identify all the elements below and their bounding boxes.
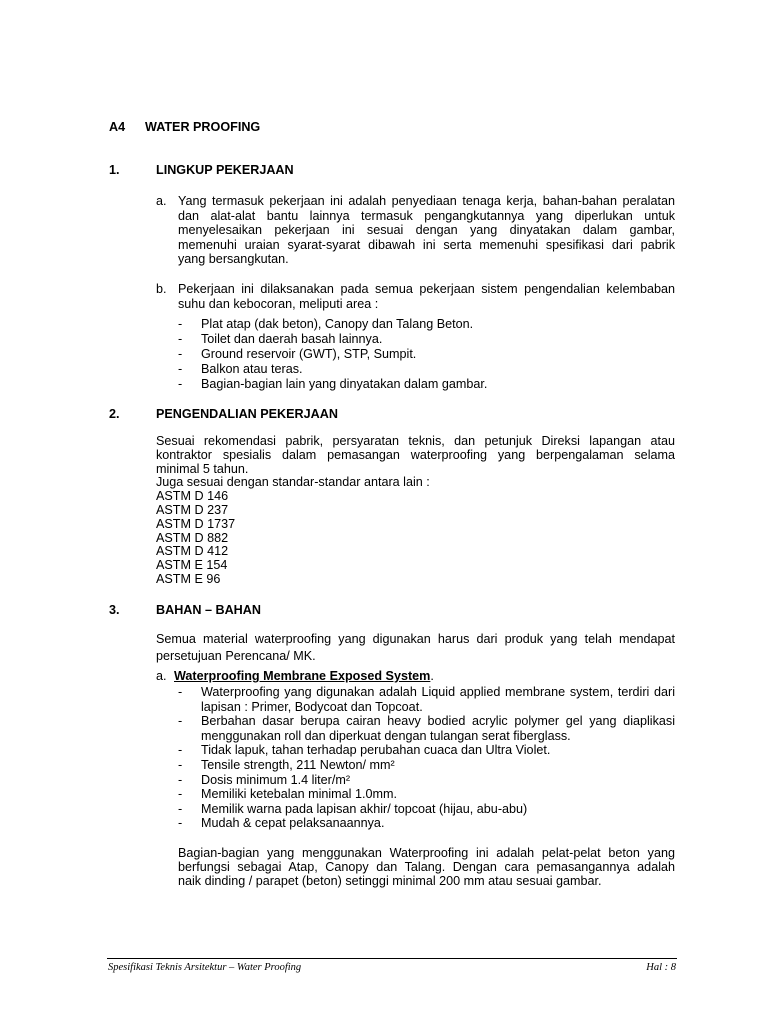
list-item [178, 714, 675, 743]
section-code: A4 [109, 120, 126, 134]
list-item-line: Tensile strength, 211 Newton/ mm² [201, 757, 395, 772]
list-item [178, 377, 675, 392]
s1-a-paragraph [178, 194, 675, 267]
s1-a-line: yang bersangkutan. [178, 252, 289, 267]
bullet-dash: - [178, 801, 183, 816]
list-item-line: Tidak lapuk, tahan terhadap perubahan cuaca dan Ultra Violet. [201, 743, 551, 758]
list-item-line: lapisan : Primer, Bodycoat dan Topcoat. [201, 699, 423, 714]
list-item [178, 317, 675, 332]
s1-b-line: suhu dan kebocoran, meliputi area : [178, 296, 379, 311]
s1-b-line: Pekerjaan ini dilaksanakan pada semua pekerjaan sistem pengendalian kelembaban [178, 282, 675, 296]
list-item-line: Memilik warna pada lapisan akhir/ topcoat (hijau, abu-abu) [201, 801, 528, 816]
list-item-line: Dosis minimum 1.4 liter/m² [201, 772, 351, 787]
list-item [178, 758, 675, 773]
bullet-dash: - [178, 362, 183, 376]
s3-intro [156, 631, 675, 665]
s3-closing-line: berfungsi sebagai Atap, Canopy dan Talang. Dengan cara pemasangannya adalah [178, 860, 675, 875]
s3-a-title: Waterproofing Membrane Exposed System [174, 669, 431, 683]
list-item-text: Plat atap (dak beton), Canopy dan Talang Beton. [201, 317, 474, 331]
s1-a-line: dan alat-alat bantu lainnya termasuk pengangkutannya yang diperlukan untuk [178, 208, 675, 223]
list-item [178, 802, 675, 817]
bullet-dash: - [178, 787, 183, 802]
bullet-dash: - [178, 317, 183, 331]
s1-a-label: a. [156, 194, 167, 208]
s3-intro-line: Semua material waterproofing yang digunakan harus dari produk yang telah mendapat [156, 632, 675, 646]
section-3-title: BAHAN – BAHAN [156, 603, 261, 617]
bullet-dash: - [178, 743, 183, 758]
section-1-number: 1. [109, 163, 120, 177]
bullet-dash: - [178, 816, 183, 831]
footer-divider [107, 958, 677, 959]
s1-b-list [178, 317, 675, 392]
s3-a-heading [174, 669, 434, 683]
list-item-line: menggunakan roll dan diperkuat dengan tulangan serat fiberglass. [201, 728, 571, 743]
bullet-dash: - [178, 377, 183, 391]
footer-page-number: Hal : 8 [646, 962, 676, 973]
list-item [178, 787, 675, 802]
s1-a-line: memenuhi uraian syarat-syarat dibawah ini serta memenuhi spesifikasi dari pabrik [178, 237, 675, 252]
s2-line: minimal 5 tahun. [156, 461, 249, 476]
standard-item: ASTM D 146 [156, 489, 229, 504]
list-item-text: Bagian-bagian lain yang dinyatakan dalam gambar. [201, 377, 488, 391]
list-item-text: Balkon atau teras. [201, 362, 303, 376]
footer-document-title: Spesifikasi Teknis Arsitektur – Water Proofing [108, 962, 302, 973]
list-item [178, 332, 675, 347]
standard-item: ASTM D 1737 [156, 516, 236, 531]
list-item [178, 362, 675, 377]
standard-item: ASTM E 154 [156, 558, 228, 573]
list-item-text: Toilet dan daerah basah lainnya. [201, 332, 383, 346]
s3-a-label: a. [156, 669, 167, 683]
list-item [178, 685, 675, 714]
section-2-title: PENGENDALIAN PEKERJAAN [156, 407, 338, 421]
list-item [178, 347, 675, 362]
s3-closing-line: naik dinding / parapet (beton) setinggi minimal 200 mm atau sesuai gambar. [178, 874, 602, 889]
list-item [178, 816, 675, 831]
standard-item: ASTM D 237 [156, 502, 229, 517]
bullet-dash: - [178, 757, 183, 772]
list-item-line: Waterproofing yang digunakan adalah Liquid applied membrane system, terdiri dari [201, 685, 675, 699]
s3-a-list [178, 685, 675, 831]
section-3-number: 3. [109, 603, 120, 617]
s1-b-label: b. [156, 282, 167, 296]
bullet-dash: - [178, 714, 183, 729]
s1-b-paragraph [178, 282, 675, 311]
bullet-dash: - [178, 332, 183, 346]
list-item [178, 773, 675, 788]
s2-line: kontraktor spesialis dalam pemasangan waterproofing yang berpengalaman selama [156, 447, 675, 462]
list-item-line: Memiliki ketebalan minimal 1.0mm. [201, 787, 397, 802]
s3-closing-paragraph [178, 846, 675, 889]
bullet-dash: - [178, 772, 183, 787]
standard-item: ASTM E 96 [156, 571, 221, 586]
list-item-line: Mudah & cepat pelaksanaannya. [201, 816, 385, 831]
s1-a-line: Yang termasuk pekerjaan ini adalah penyediaan tenaga kerja, bahan-bahan peralatan [178, 194, 675, 208]
bullet-dash: - [178, 685, 183, 699]
section-1-title: LINGKUP PEKERJAAN [156, 163, 294, 177]
s2-line: Juga sesuai dengan standar-standar antara lain : [156, 475, 430, 490]
page-title: WATER PROOFING [145, 120, 261, 134]
section-2-number: 2. [109, 407, 120, 421]
s3-intro-line: persetujuan Perencana/ MK. [156, 649, 316, 663]
standard-item: ASTM D 882 [156, 530, 229, 545]
s2-paragraph [156, 435, 675, 587]
s1-a-line: menyelesaikan pekerjaan ini sesuai dengan yang dinyatakan dalam gambar, [178, 223, 675, 238]
list-item-text: Ground reservoir (GWT), STP, Sumpit. [201, 347, 417, 361]
s3-closing-line: Bagian-bagian yang menggunakan Waterproofing ini adalah pelat-pelat beton yang [178, 846, 675, 860]
standard-item: ASTM D 412 [156, 544, 229, 559]
bullet-dash: - [178, 347, 183, 361]
list-item [178, 743, 675, 758]
s3-a-title-period: . [430, 669, 434, 683]
s2-line: Sesuai rekomendasi pabrik, persyaratan teknis, dan petunjuk Direksi lapangan atau [156, 434, 675, 448]
list-item-line: Berbahan dasar berupa cairan heavy bodied acrylic polymer gel yang diaplikasi [201, 714, 675, 729]
